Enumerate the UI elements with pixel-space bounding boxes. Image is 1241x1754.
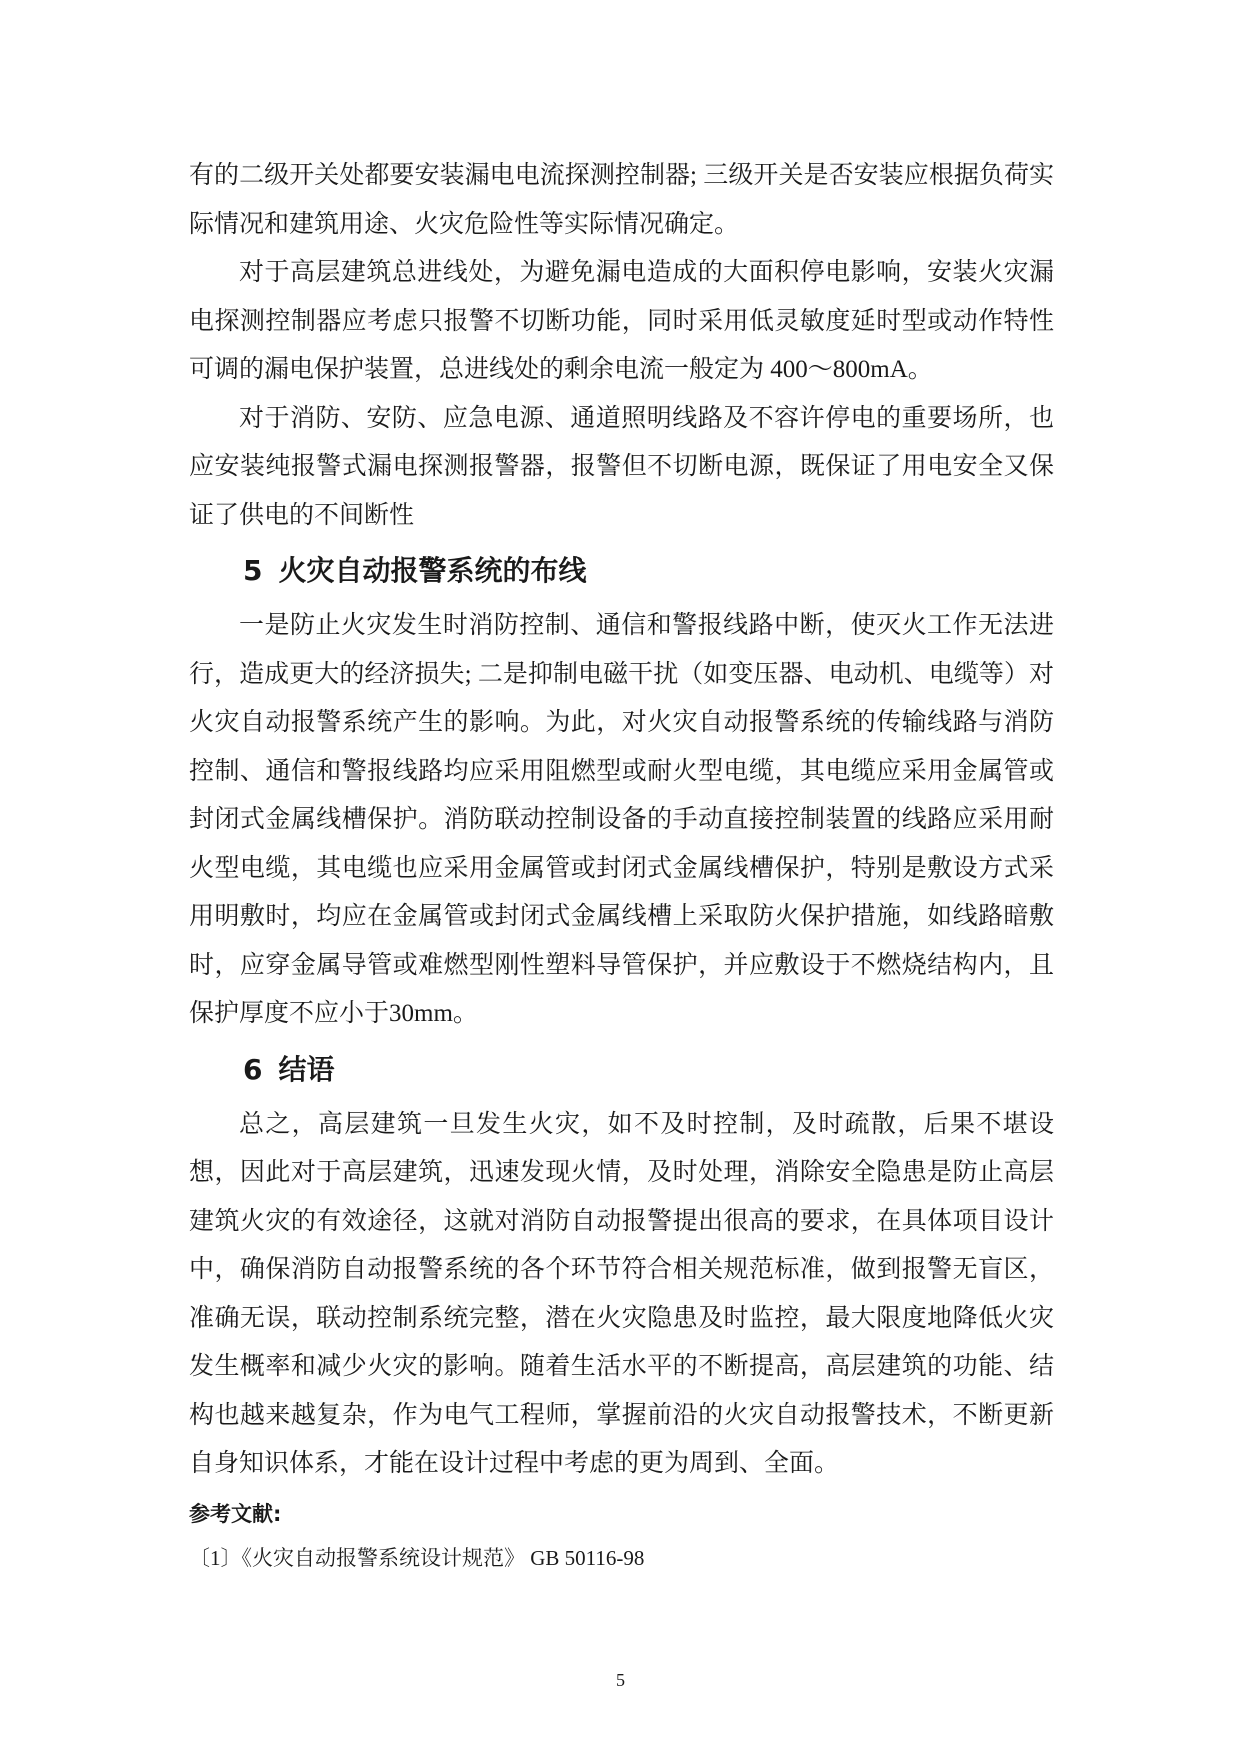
paragraph-alarm-only: 对于消防、安防、应急电源、通道照明线路及不容许停电的重要场所，也应安装纯报警式漏电探测报警器，报警但不切断电源，既保证了用电安全又保证了供电的不间断性	[189, 404, 1054, 529]
section-6-paragraph: 总之，高层建筑一旦发生火灾，如不及时控制，及时疏散，后果不堪设想，因此对于高层建筑，迅速发现火情，及时处理，消除安全隐患是防止高层建筑火灾的有效途径，这就对消防自动报警提出很高的要求，在具体项目设计中，确保消防自动报警系统的各个环节符合相关规范标准，做到报警无盲区，准确无误，联动控制系统完整，潜在火灾隐患及时监控，最大限度地降低火灾发生概率和减少火灾的影响。随着生活水平的不断提高，高层建筑的功能、结构也越来越复杂，作为电气工程师，掌握前沿的火灾自动报警技术，不断更新自身知识体系，才能在设计过程中考虑的更为周到、全面。	[189, 1110, 1054, 1477]
references-title: 参考文献:	[189, 1501, 282, 1526]
section-5-number: 5	[243, 554, 263, 587]
page-number: 5	[616, 1670, 625, 1690]
paragraph-main-incoming-line: 对于高层建筑总进线处，为避免漏电造成的大面积停电影响，安装火灾漏电探测控制器应考虑只报警不切断功能，同时采用低灵敏度延时型或动作特性可调的漏电保护装置，总进线处的剩余电流一般定为 400～800mA。	[189, 259, 1054, 383]
section-5-heading	[189, 540, 1054, 602]
section-5-paragraph: 一是防止火灾发生时消防控制、通信和警报线路中断，使灭火工作无法进行，造成更大的经济损失; 二是抑制电磁干扰（如变压器、电动机、电缆等）对火灾自动报警系统产生的影响。为此，对火灾自动报警系统的传输线路与消防控制、通信和警报线路均应采用阻燃型或耐火型电缆，其电缆应采用金属管或封闭式金属线槽保护。消防联动控制设备的手动直接控制装置的线路应采用耐火型电缆，其电缆也应采用金属管或封闭式金属线槽保护，特别是敷设方式采用明敷时，均应在金属管或封闭式金属线槽上采取防火保护措施，如线路暗敷时，应穿金属导管或难燃型刚性塑料导管保护，并应敷设于不燃烧结构内，且保护厚度不应小于30mm。	[189, 612, 1054, 1027]
section-5-title: 火灾自动报警系统的布线	[278, 554, 587, 587]
section-6-title: 结语	[278, 1052, 335, 1086]
reference-item: 〔1〕《火灾自动报警系统设计规范》 GB 50116-98	[189, 1545, 645, 1570]
section-6-heading	[189, 1039, 1054, 1101]
section-6-number: 6	[243, 1052, 263, 1086]
page-content	[189, 152, 1054, 1575]
paragraph-continued: 有的二级开关处都要安装漏电电流探测控制器; 三级开关是否安装应根据负荷实际情况和建筑用途、火灾危险性等实际情况确定。	[189, 162, 1054, 238]
